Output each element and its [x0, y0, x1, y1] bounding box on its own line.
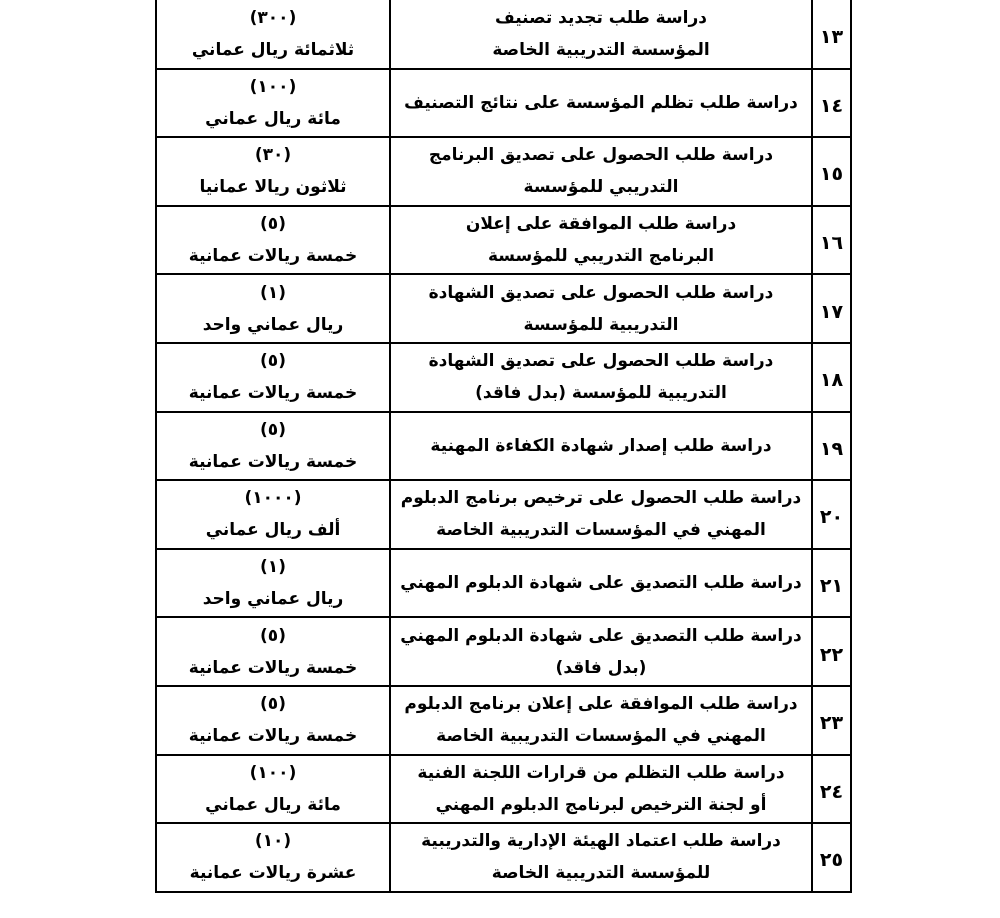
description-line: دراسة طلب التظلم من قرارات اللجنة الفنية	[417, 762, 785, 783]
table-row	[156, 686, 851, 755]
fee-amount-words: ألف ريال عماني	[205, 520, 341, 541]
table-row	[156, 549, 851, 618]
service-description	[390, 412, 812, 481]
fee-amount-words: ريال عماني واحد	[202, 589, 344, 610]
fee-amount: (١)	[260, 557, 286, 578]
fee-cell	[156, 686, 390, 755]
description-line: دراسة طلب تجديد تصنيف	[495, 7, 707, 28]
fee-amount: (٥)	[260, 214, 286, 235]
fee-cell	[156, 137, 390, 206]
description-line: المهني في المؤسسات التدريبية الخاصة	[436, 726, 766, 747]
fee-amount-words: خمسة ريالات عمانية	[188, 451, 358, 472]
description-line: دراسة طلب الحصول على تصديق الشهادة	[428, 351, 774, 372]
row-number: ٢٥	[812, 823, 851, 892]
description-line: دراسة طلب الحصول على ترخيص برنامج الدبلوم	[400, 488, 802, 509]
row-number: ١٤	[812, 69, 851, 138]
fee-cell	[156, 412, 390, 481]
description-line: التدريبية للمؤسسة	[523, 314, 679, 335]
row-number: ٢٢	[812, 617, 851, 686]
description-line: التدريبية للمؤسسة (بدل فاقد)	[475, 383, 727, 404]
table-row	[156, 206, 851, 275]
service-description	[390, 549, 812, 618]
fee-amount: (٥)	[260, 625, 286, 646]
description-line: التدريبي للمؤسسة	[523, 177, 679, 198]
fee-amount-words: ثلاثون ريالا عمانيا	[199, 177, 347, 198]
table-row	[156, 343, 851, 412]
description-line: دراسة طلب إصدار شهادة الكفاءة المهنية	[430, 435, 772, 456]
fee-amount: (١٠٠)	[249, 762, 297, 783]
service-description	[390, 0, 812, 69]
description-line: دراسة طلب الحصول على تصديق الشهادة	[428, 282, 774, 303]
fee-amount-words: مائة ريال عماني	[205, 108, 341, 129]
row-number: ٢٤	[812, 755, 851, 824]
service-description	[390, 206, 812, 275]
row-number: ٢٣	[812, 686, 851, 755]
table-row	[156, 617, 851, 686]
table-row	[156, 823, 851, 892]
fee-amount-words: ريال عماني واحد	[202, 314, 344, 335]
row-number: ١٩	[812, 412, 851, 481]
table-row	[156, 412, 851, 481]
description-line: دراسة طلب تظلم المؤسسة على نتائج التصنيف	[404, 92, 798, 113]
fee-amount: (٥)	[260, 351, 286, 372]
service-description	[390, 617, 812, 686]
service-description	[390, 480, 812, 549]
table-row	[156, 274, 851, 343]
fee-cell	[156, 480, 390, 549]
fee-amount: (٥)	[260, 419, 286, 440]
fee-amount-words: خمسة ريالات عمانية	[188, 383, 358, 404]
row-number: ٢٠	[812, 480, 851, 549]
row-number: ١٧	[812, 274, 851, 343]
description-line: البرنامج التدريبي للمؤسسة	[487, 246, 715, 267]
service-description	[390, 343, 812, 412]
description-line: دراسة طلب التصديق على شهادة الدبلوم المهني	[400, 625, 802, 646]
fees-table	[155, 0, 852, 893]
fee-cell	[156, 274, 390, 343]
fee-cell	[156, 0, 390, 69]
fee-amount: (١٠٠٠)	[244, 488, 302, 509]
fee-amount: (١٠٠)	[249, 76, 297, 97]
description-line: (بدل فاقد)	[555, 657, 647, 678]
row-number: ١٨	[812, 343, 851, 412]
service-description	[390, 755, 812, 824]
description-line: أو لجنة الترخيص لبرنامج الدبلوم المهني	[435, 794, 767, 815]
fee-amount: (٣٠)	[254, 145, 292, 166]
fee-cell	[156, 823, 390, 892]
description-line: دراسة طلب الموافقة على إعلان برنامج الدبلوم	[404, 694, 798, 715]
fee-cell	[156, 69, 390, 138]
fee-amount-words: خمسة ريالات عمانية	[188, 657, 358, 678]
service-description	[390, 274, 812, 343]
table-row	[156, 137, 851, 206]
description-line: المؤسسة التدريبية الخاصة	[492, 39, 710, 60]
row-number: ٢١	[812, 549, 851, 618]
fee-amount-words: ثلاثمائة ريال عماني	[191, 39, 355, 60]
fee-amount: (١٠)	[254, 831, 292, 852]
service-description	[390, 686, 812, 755]
fee-amount-words: خمسة ريالات عمانية	[188, 726, 358, 747]
fee-cell	[156, 549, 390, 618]
fee-cell	[156, 206, 390, 275]
table-row	[156, 0, 851, 69]
fee-cell	[156, 617, 390, 686]
table-row	[156, 480, 851, 549]
table-row	[156, 755, 851, 824]
description-line: دراسة طلب اعتماد الهيئة الإدارية والتدريبية	[421, 831, 781, 852]
description-line: دراسة طلب الحصول على تصديق البرنامج	[428, 145, 774, 166]
fee-amount-words: مائة ريال عماني	[205, 794, 341, 815]
description-line: دراسة طلب التصديق على شهادة الدبلوم المهني	[400, 573, 802, 594]
service-description	[390, 823, 812, 892]
fee-amount-words: خمسة ريالات عمانية	[188, 246, 358, 267]
fee-amount: (٣٠٠)	[249, 7, 297, 28]
row-number: ١٣	[812, 0, 851, 69]
fees-table-body	[156, 0, 851, 892]
service-description	[390, 137, 812, 206]
description-line: المهني في المؤسسات التدريبية الخاصة	[436, 520, 766, 541]
row-number: ١٦	[812, 206, 851, 275]
table-row	[156, 69, 851, 138]
fee-cell	[156, 755, 390, 824]
fee-amount: (٥)	[260, 694, 286, 715]
service-description	[390, 69, 812, 138]
fee-cell	[156, 343, 390, 412]
description-line: للمؤسسة التدريبية الخاصة	[491, 863, 711, 884]
fee-amount: (١)	[260, 282, 286, 303]
description-line: دراسة طلب الموافقة على إعلان	[465, 214, 737, 235]
row-number: ١٥	[812, 137, 851, 206]
fee-amount-words: عشرة ريالات عمانية	[189, 863, 357, 884]
